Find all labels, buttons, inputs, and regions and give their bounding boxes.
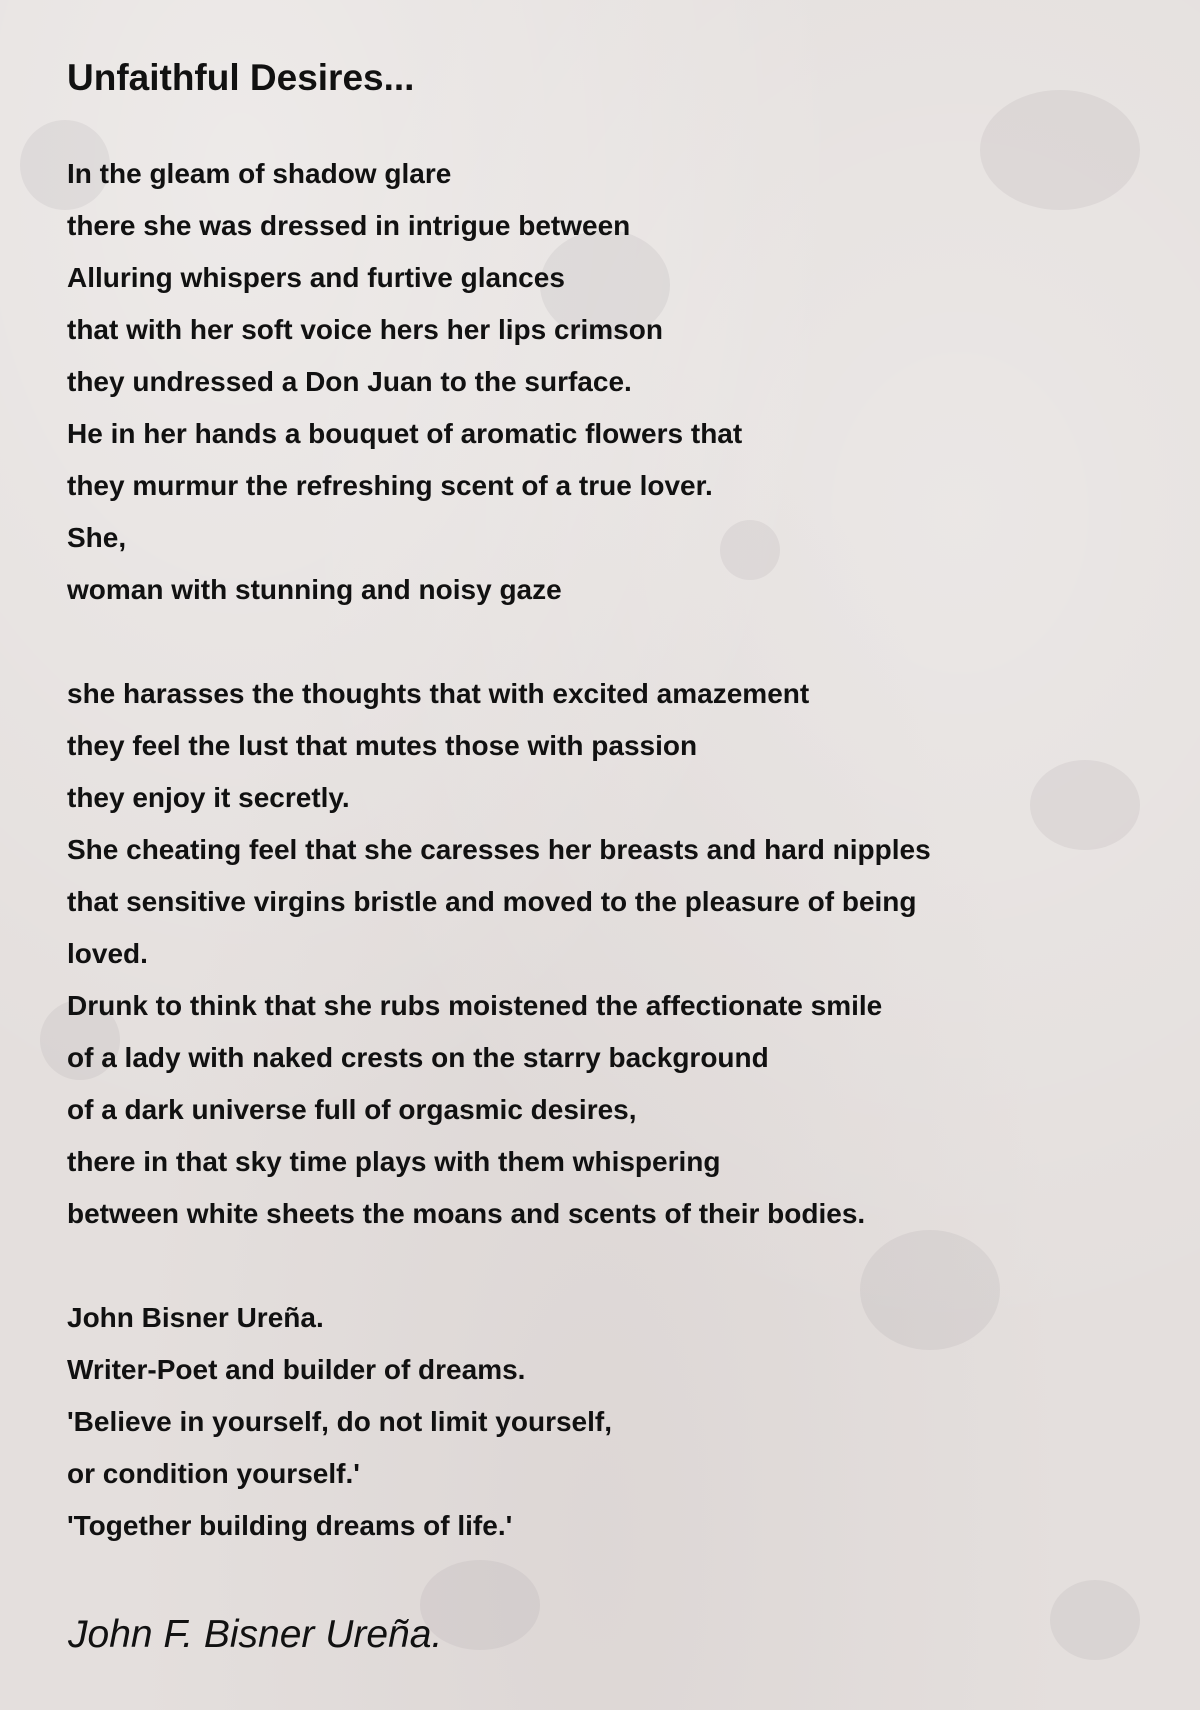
poem-line: In the gleam of shadow glare bbox=[67, 158, 452, 189]
poem-line: they feel the lust that mutes those with passion bbox=[67, 730, 698, 761]
poem-line: between white sheets the moans and scents of their bodies. bbox=[67, 1198, 866, 1229]
poem-line: She, bbox=[67, 522, 127, 553]
poem-line: Drunk to think that she rubs moistened the affectionate smile bbox=[67, 990, 883, 1021]
poem-body bbox=[67, 148, 1167, 1552]
poem-line: there she was dressed in intrigue between bbox=[67, 210, 631, 241]
poem-title: Unfaithful Desires... bbox=[67, 57, 415, 98]
poem-line: they enjoy it secretly. bbox=[67, 782, 350, 813]
poem-line: woman with stunning and noisy gaze bbox=[67, 574, 562, 605]
ink-stain bbox=[1050, 1580, 1140, 1660]
poem-line: that with her soft voice hers her lips crimson bbox=[67, 314, 663, 345]
poem-line: there in that sky time plays with them whispering bbox=[67, 1146, 721, 1177]
poem-line: John Bisner Ureña. bbox=[67, 1302, 324, 1333]
poem-line: of a lady with naked crests on the starry background bbox=[67, 1042, 769, 1073]
poem-line: He in her hands a bouquet of aromatic flowers that bbox=[67, 418, 743, 449]
poem-line: they murmur the refreshing scent of a true lover. bbox=[67, 470, 713, 501]
author-signature: John F. Bisner Ureña. bbox=[68, 1613, 443, 1656]
poem-line: that sensitive virgins bristle and moved to the pleasure of being bbox=[67, 886, 917, 917]
poem-line: or condition yourself.' bbox=[67, 1458, 360, 1489]
poem-line: she harasses the thoughts that with excited amazement bbox=[67, 678, 810, 709]
poem-line: they undressed a Don Juan to the surface. bbox=[67, 366, 632, 397]
poem-line bbox=[67, 616, 1167, 668]
poem-line: 'Together building dreams of life.' bbox=[67, 1510, 513, 1541]
poem-line: of a dark universe full of orgasmic desires, bbox=[67, 1094, 637, 1125]
poem-line: She cheating feel that she caresses her breasts and hard nipples bbox=[67, 834, 931, 865]
poem-line: 'Believe in yourself, do not limit yourself, bbox=[67, 1406, 612, 1437]
poem-line: Alluring whispers and furtive glances bbox=[67, 262, 565, 293]
poem-line: loved. bbox=[67, 938, 148, 969]
poem-line: Writer-Poet and builder of dreams. bbox=[67, 1354, 526, 1385]
poem-line bbox=[67, 1240, 1167, 1292]
